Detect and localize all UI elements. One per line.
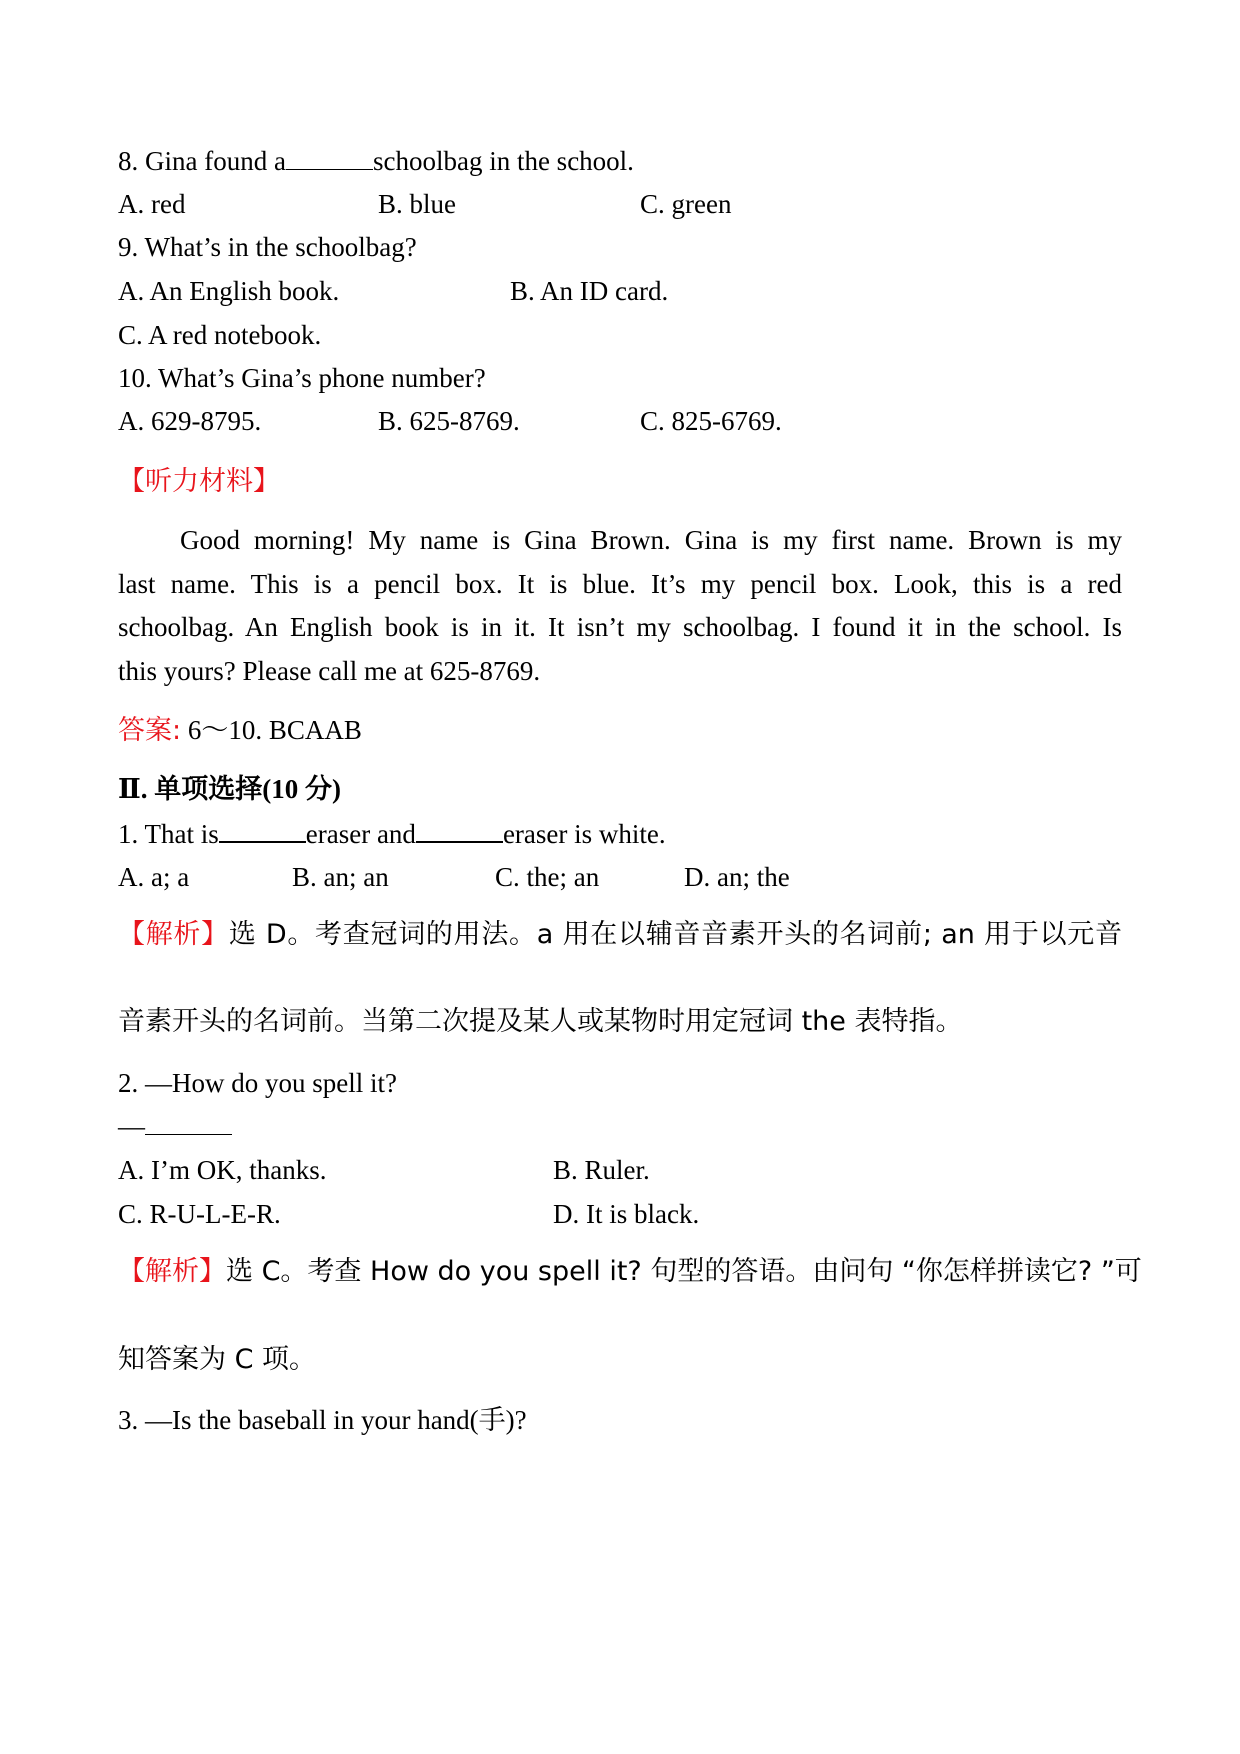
- s2-question-1-analysis-line-1: [118, 921, 1122, 948]
- question-10-option-b: B. 625-8769.: [378, 406, 520, 436]
- question-9-option-b: B. An ID card.: [510, 276, 669, 306]
- s2-question-2-analysis-line-1: [118, 1256, 1142, 1287]
- question-8-option-c: C. green: [640, 189, 732, 219]
- s2-question-2-option-b: B. Ruler.: [553, 1155, 650, 1185]
- s2-question-1-option-b: B. an; an: [292, 862, 389, 892]
- question-8-option-b: B. blue: [378, 189, 456, 219]
- answer-line: [118, 717, 362, 744]
- s2-question-2-option-c: C. R-U-L-E-R.: [118, 1199, 281, 1229]
- s2-question-1-analysis-line-2: 音素开头的名词前。当第二次提及某人或某物时用定冠词 the 表特指。: [118, 1006, 963, 1037]
- listening-line-2: last name. This is a pencil box. It is blue. It’s my pencil box. Look, this is a red: [118, 569, 1122, 599]
- analysis-label: 【解析】: [118, 1256, 226, 1287]
- answer-blank: [416, 840, 503, 843]
- answer-label: 答案:: [118, 715, 182, 746]
- s2-question-2-stem: 2. —How do you spell it?: [118, 1068, 397, 1098]
- listening-heading: 【听力材料】: [118, 466, 280, 497]
- s2-question-2-option-d: D. It is black.: [553, 1199, 700, 1229]
- s2-question-3-stem: 3. —Is the baseball in your hand(手)?: [118, 1405, 527, 1435]
- listening-line-4: this yours? Please call me at 625-8769.: [118, 656, 541, 686]
- question-9-option-c: C. A red notebook.: [118, 320, 322, 350]
- s2-question-1-part1: 1. That is: [118, 819, 219, 849]
- question-9-stem: 9. What’s in the schoolbag?: [118, 232, 417, 262]
- s2-question-2-analysis-line-2: 知答案为 C 项。: [118, 1344, 317, 1375]
- answer-blank: [286, 168, 373, 170]
- question-9-option-a: A. An English book.: [118, 276, 340, 306]
- s2-question-1-part3: eraser is white.: [502, 819, 666, 849]
- question-8-stem-part2: schoolbag in the school.: [372, 146, 634, 176]
- answer-blank: [219, 840, 306, 843]
- s2-question-1-stem: [118, 821, 666, 848]
- s2-question-1-option-d: D. an; the: [684, 862, 790, 892]
- s2-question-1-option-a: A. a; a: [118, 862, 190, 892]
- analysis-label: 【解析】: [118, 919, 229, 950]
- question-10-option-c: C. 825-6769.: [640, 406, 782, 436]
- dash: —: [118, 1111, 145, 1141]
- question-8-stem-part1: 8. Gina found a: [118, 146, 286, 176]
- question-8-option-a: A. red: [118, 189, 186, 219]
- question-10-stem: 10. What’s Gina’s phone number?: [118, 363, 486, 393]
- s2-question-1-part2: eraser and: [305, 819, 416, 849]
- listening-line-1: Good morning! My name is Gina Brown. Gina is my first name. Brown is my: [180, 525, 1122, 555]
- s2-question-1-option-c: C. the; an: [495, 862, 600, 892]
- section-2-title: Ⅱ. 单项选择(10 分): [118, 774, 341, 804]
- analysis-text: 选 C。考查 How do you spell it? 句型的答语。由问句 “你怎样拼读它? ”可: [226, 1256, 1142, 1287]
- s2-question-2-answer-line: [118, 1113, 232, 1140]
- s2-question-2-option-a: A. I’m OK, thanks.: [118, 1155, 327, 1185]
- answer-value: 6～10. BCAAB: [181, 715, 362, 745]
- question-10-option-a: A. 629-8795.: [118, 406, 262, 436]
- listening-line-3: schoolbag. An English book is in it. It isn’t my schoolbag. I found it in the school. Is: [118, 612, 1122, 642]
- analysis-text: 选 D。考查冠词的用法。a 用在以辅音音素开头的名词前; an 用于以元音: [228, 919, 1122, 950]
- answer-blank: [145, 1133, 232, 1135]
- question-8-stem: [118, 148, 634, 175]
